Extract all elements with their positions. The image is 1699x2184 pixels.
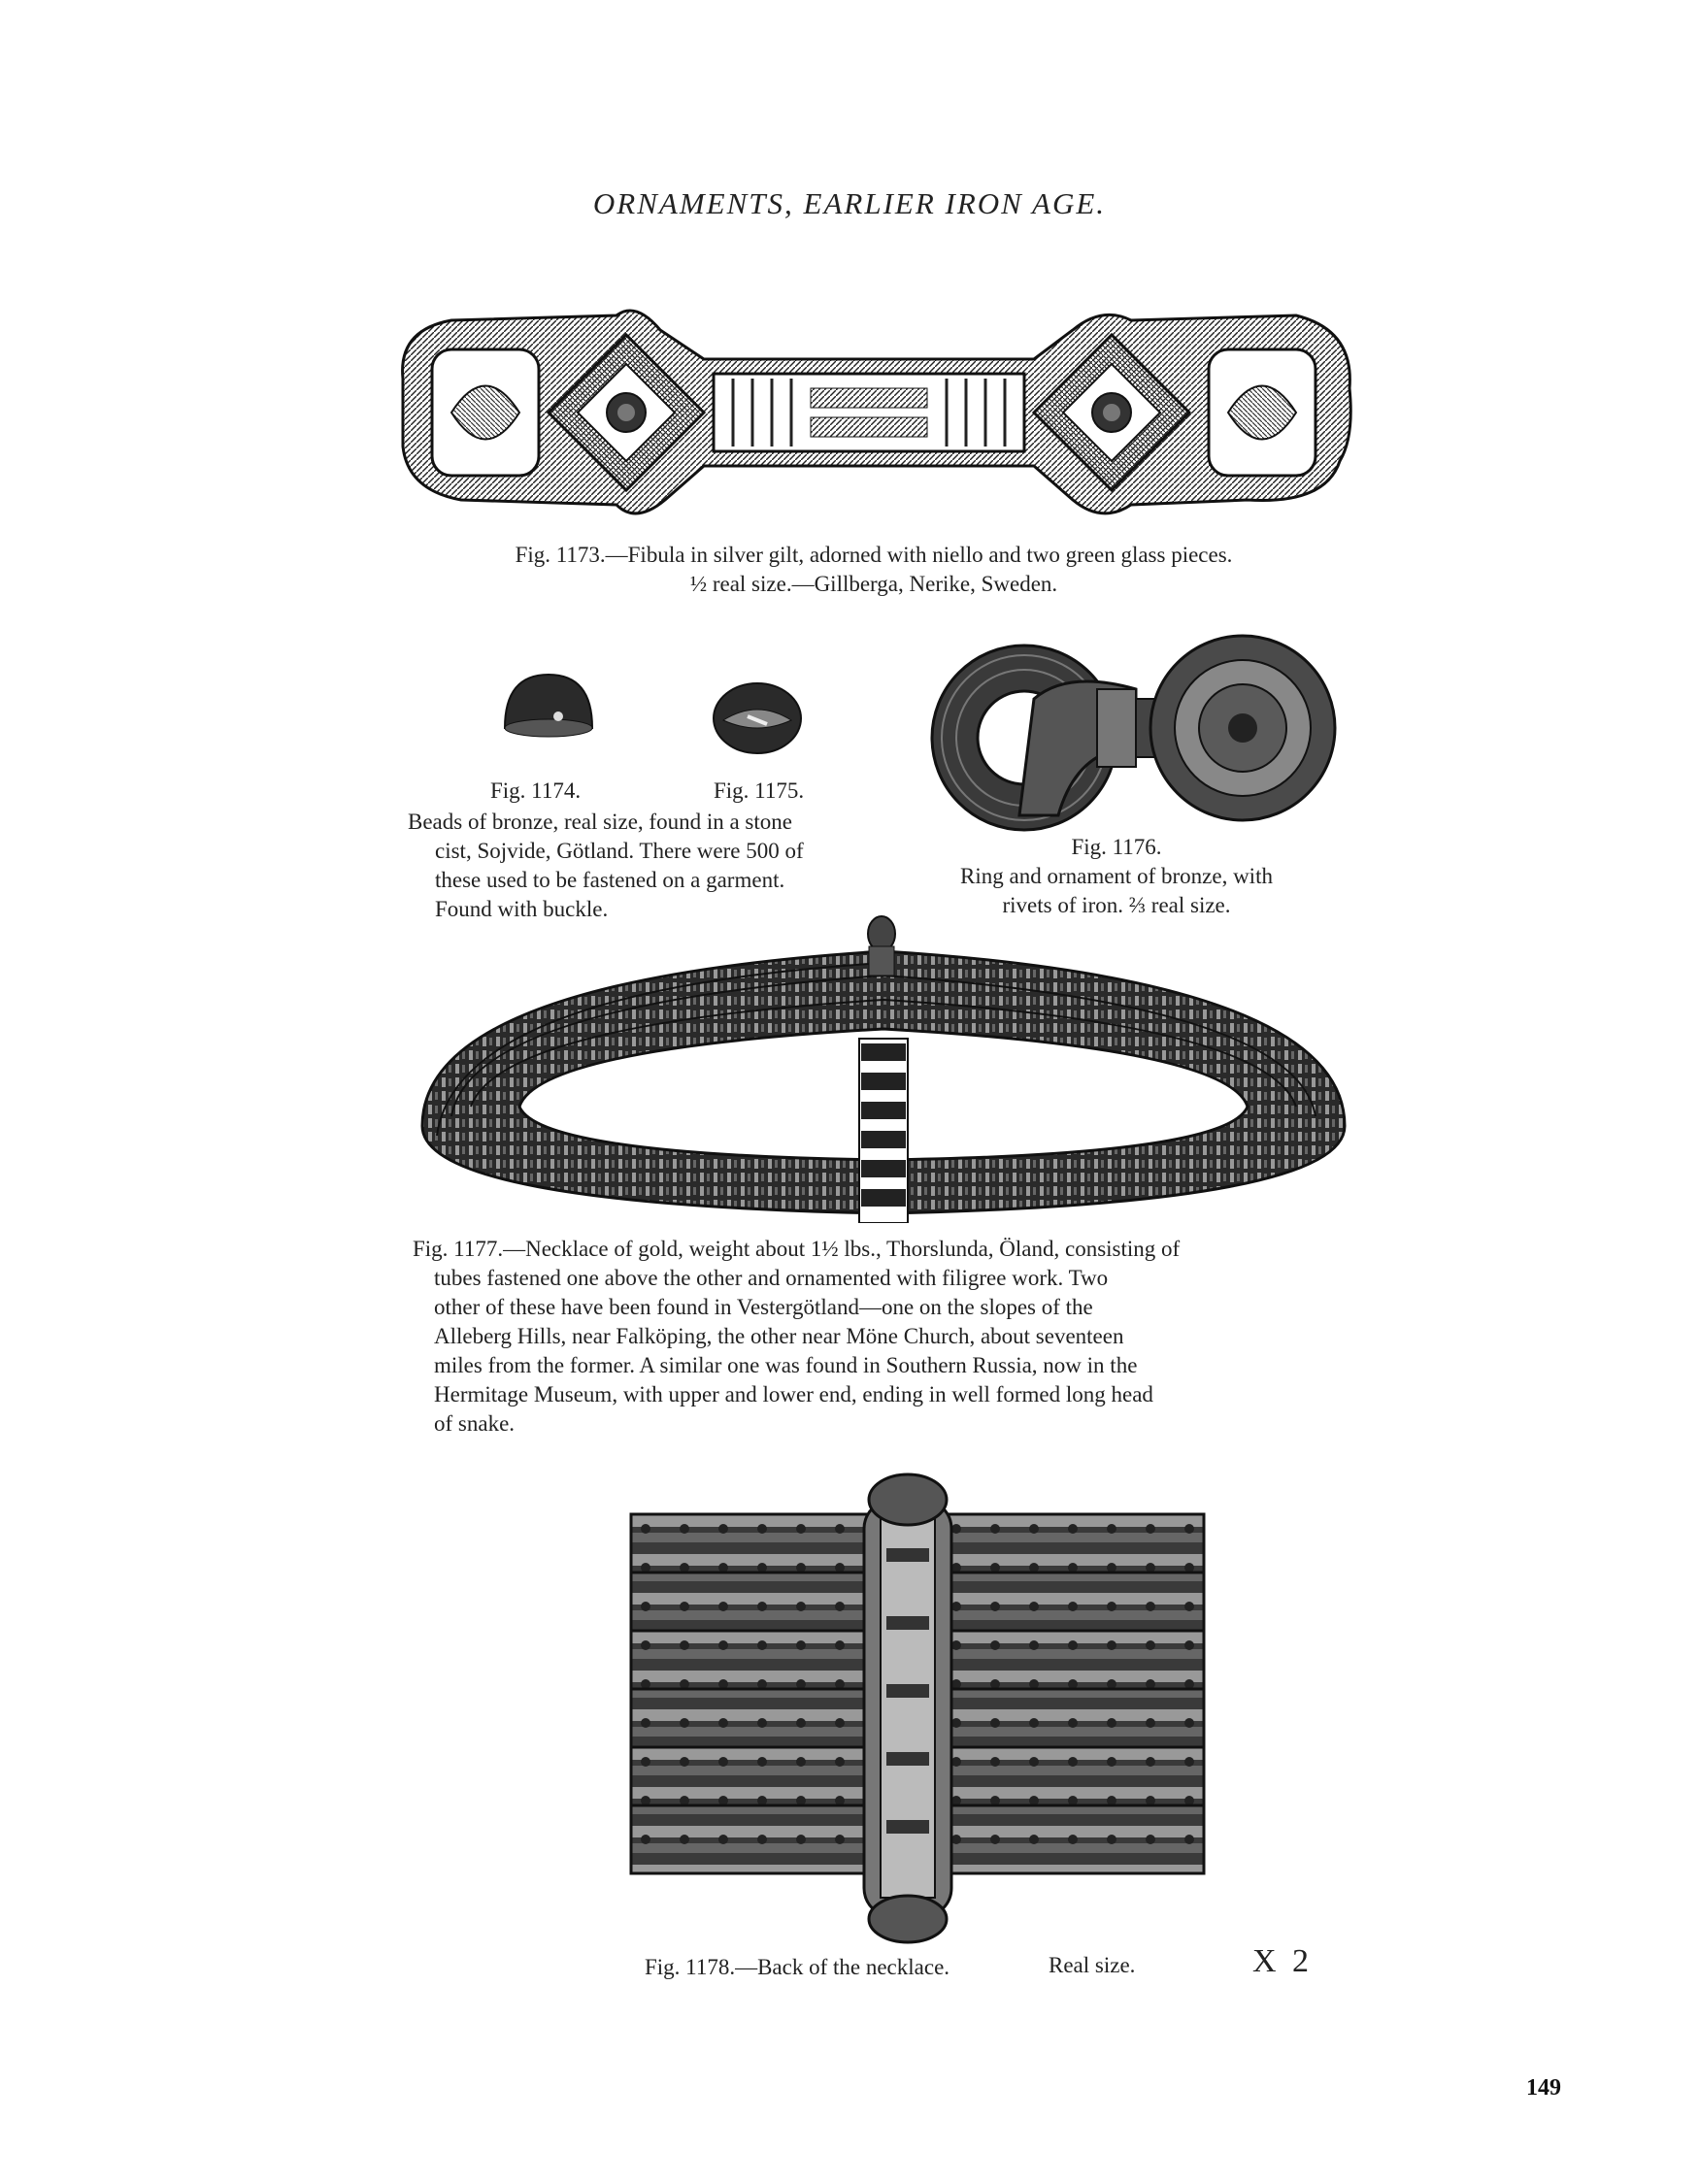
fig1177-caption-line6: Hermitage Museum, with upper and lower end, ending in well formed long head [434, 1382, 1153, 1406]
beads-caption-line1: Beads of bronze, real size, found in a stone [408, 810, 792, 834]
fig1175-label: Fig. 1175. [714, 778, 805, 803]
beads-caption-line4: Found with buckle. [435, 897, 609, 921]
beads-caption-line3: these used to be fastened on a garment. [435, 868, 785, 892]
running-head: ORNAMENTS, EARLIER IRON AGE. [592, 186, 1107, 220]
fibula-illustration [393, 291, 1359, 534]
fig1173-caption-line1: Fig. 1173.—Fibula in silver gilt, adorned with niello and two green glass pieces. [515, 543, 1233, 567]
bead-1174-illustration [500, 670, 597, 740]
fig1177-caption-line1: Fig. 1177.—Necklace of gold, weight about 1½ lbs., Thorslunda, Öland, consisting of [413, 1237, 1181, 1261]
fig1177-caption-line3: other of these have been found in Vestergötland—one on the slopes of the [434, 1295, 1093, 1319]
plate-mark: X 2 [1252, 1943, 1314, 1979]
fig1176-caption-line2: rivets of iron. ⅔ real size. [1002, 893, 1231, 917]
fig1178-size-note: Real size. [1049, 1953, 1136, 1977]
fig1177-caption-line4: Alleberg Hills, near Falköping, the other near Möne Church, about seventeen [434, 1324, 1124, 1348]
fig1178-caption: Fig. 1178.—Back of the necklace. [645, 1955, 950, 1979]
fig1177-caption [413, 1235, 1369, 1439]
fig1177-caption-line7: of snake. [434, 1411, 516, 1436]
fig1173-caption-line2: ½ real size.—Gillberga, Nerike, Sweden. [689, 572, 1058, 596]
fig1176-caption-line1: Ring and ornament of bronze, with [960, 864, 1273, 888]
page-number: 149 [1526, 2075, 1561, 2101]
fig1177-caption-line5: miles from the former. A similar one was found in Southern Russia, now in the [434, 1353, 1138, 1377]
necklace-back-illustration [626, 1471, 1209, 1946]
fig1176-label: Fig. 1176. [1071, 835, 1162, 859]
fig1177-caption-line2: tubes fastened one above the other and ornamented with filigree work. Two [434, 1266, 1109, 1290]
bead-1175-illustration [709, 679, 806, 757]
ring-ornament-illustration [922, 631, 1349, 849]
beads-caption-line2: cist, Sojvide, Götland. There were 500 of [435, 839, 804, 863]
necklace-illustration [413, 912, 1354, 1223]
beads-caption [408, 808, 893, 924]
fig1174-label: Fig. 1174. [490, 778, 582, 803]
